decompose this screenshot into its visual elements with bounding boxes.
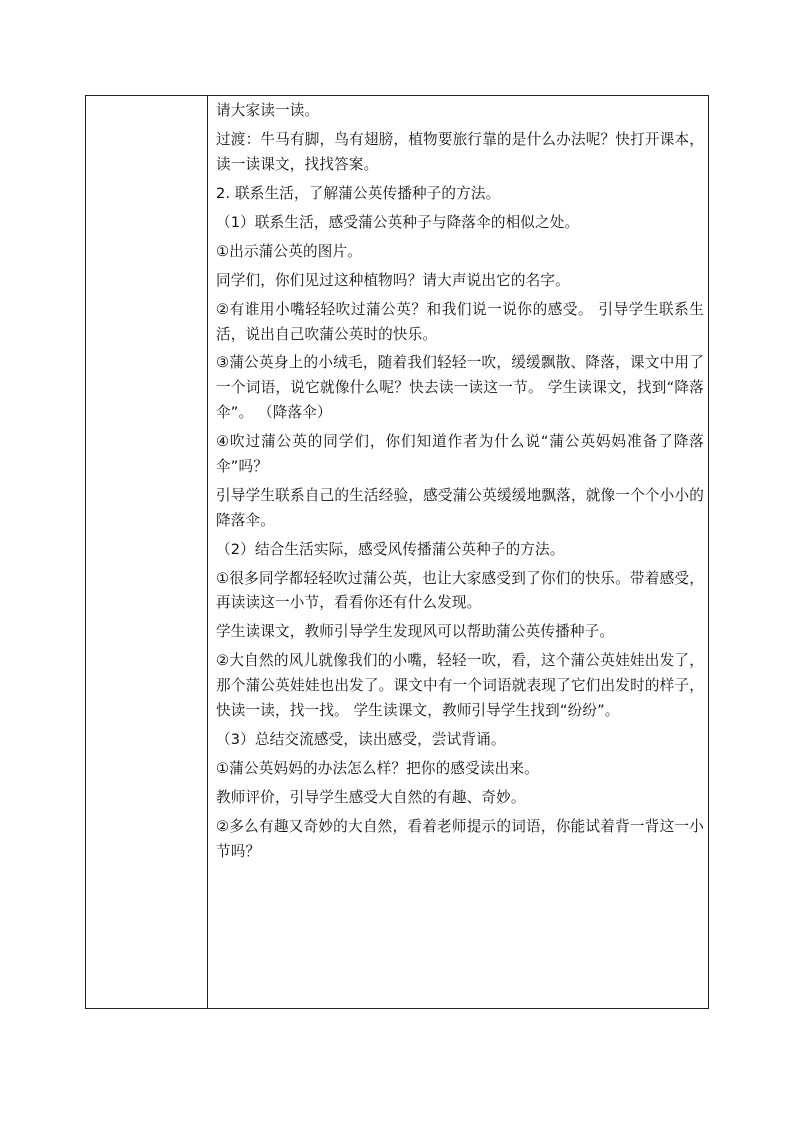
paragraph: 学生读课文，教师引导学生发现风可以帮助蒲公英传播种子。 xyxy=(216,623,615,641)
paragraph: （3）总结交流感受，读出感受，尝试背诵。 xyxy=(216,730,506,748)
paragraph: ③蒲公英身上的小绒毛，随着我们轻轻一吹，缓缓飘散、降落，课文中用了一个词语，说它就像什么呢？快去读一读这一节。 学生读课文，找到“降落伞”。 （降落伞） xyxy=(216,354,704,422)
paragraph: ①蒲公英妈妈的办法怎么样？把你的感受读出来。 xyxy=(216,759,539,777)
paragraph: ①很多同学都轻轻吹过蒲公英，也让大家感受到了你们的快乐。带着感受，再读读这一小节，看看你还有什么发现。 xyxy=(216,569,704,612)
paragraph: 过渡：牛马有脚，鸟有翅膀，植物要旅行靠的是什么办法呢？快打开课本，读一读课文，找找答案。 xyxy=(216,130,704,173)
paragraph: ②多么有趣又奇妙的大自然，看着老师提示的词语，你能试着背一背这一小节吗？ xyxy=(216,817,704,860)
paragraph: （1）联系生活，感受蒲公英种子与降落伞的相似之处。 xyxy=(216,213,580,231)
paragraph: 请大家读一读。 xyxy=(216,102,320,119)
paragraph: （2）结合生活实际，感受风传播蒲公英种子的方法。 xyxy=(216,540,565,558)
lesson-plan-table xyxy=(85,95,709,1009)
paragraph: ②有谁用小嘴轻轻吹过蒲公英？和我们说一说你的感受。 引导学生联系生活，说出自己吹蒲公英时的快乐。 xyxy=(216,300,704,343)
paragraph: 2. 联系生活，了解蒲公英传播种子的方法。 xyxy=(216,184,501,202)
paragraph: ②大自然的风儿就像我们的小嘴，轻轻一吹，看，这个蒲公英娃娃出发了，那个蒲公英娃娃也出发了。课文中有一个词语就表现了它们出发时的样子，快读一读，找一找。 学生读课文，教师引导学生找到“纷纷”。 xyxy=(216,652,704,719)
left-column-cell xyxy=(86,96,208,1008)
right-column-cell xyxy=(208,96,708,1008)
paragraph: ④吹过蒲公英的同学们，你们知道作者为什么说“蒲公英妈妈准备了降落伞”吗？ xyxy=(216,433,704,475)
paragraph: 引导学生联系自己的生活经验，感受蒲公英缓缓地飘落，就像一个个小小的降落伞。 xyxy=(216,486,704,529)
paragraph: ①出示蒲公英的图片。 xyxy=(216,242,362,260)
paragraph: 教师评价，引导学生感受大自然的有趣、奇妙。 xyxy=(216,788,526,806)
paragraph: 同学们，你们见过这种植物吗？请大声说出它的名字。 xyxy=(216,271,570,289)
